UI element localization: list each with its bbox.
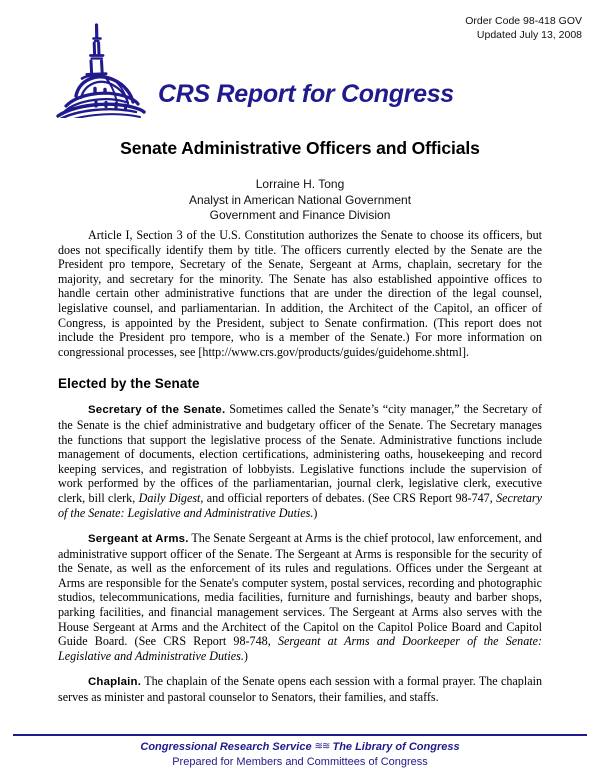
author-role: Analyst in American National Government	[188, 192, 412, 207]
entry-sergeant-at-arms	[58, 531, 542, 663]
footer-tagline: Prepared for Members and Committees of Congress	[172, 756, 428, 768]
byline	[0, 177, 600, 224]
order-code: Order Code 98-418 GOV	[465, 15, 582, 27]
entry-italic-2: Secretary of the Senate: Legislative and Administrative Duties.	[58, 490, 542, 520]
entry-body-2: )	[243, 648, 248, 663]
footer-library-name: The Library of Congress	[332, 741, 460, 753]
crs-wordmark: CRS Report for Congress	[158, 80, 454, 108]
document-header	[465, 14, 582, 42]
entry-chaplain	[58, 674, 542, 704]
entry-term: Chaplain.	[88, 676, 142, 689]
updated-date: Updated July 13, 2008	[476, 29, 582, 41]
entry-body-3: )	[313, 505, 318, 520]
entry-italic-1: Sergeant at Arms and Doorkeeper of the Senate: Legislative and Administrative Duties.	[58, 634, 542, 663]
entry-secretary-of-the-senate	[58, 402, 542, 520]
document-footer	[0, 739, 600, 770]
footer-agency-line	[0, 739, 600, 755]
footer-divider	[13, 734, 587, 736]
section-heading-elected-by-the-senate: Elected by the Senate	[58, 376, 200, 392]
entry-term: Secretary of the Senate.	[88, 404, 226, 417]
author-division: Government and Finance Division	[209, 208, 391, 222]
author-name: Lorraine H. Tong	[255, 177, 345, 191]
entry-body-2: , and official reporters of debates. (See CRS Report 98-747,	[200, 490, 497, 505]
entry-italic-1: Daily Digest	[138, 490, 201, 505]
entry-body-1: The Senate Sergeant at Arms is the chief protocol, law enforcement, and administrative support officer of the Senate. The Sergeant at Arms is responsible for the security of the Senate, as well as the enforcement of its rules and regulations. Offices under the Sergeant at Arms are responsible for the Senate's computer system, postal services, recording and photographic studios, telecommunications, media facilities, furniture and furnishings, beauty and barber shops, parking facilities, and financial management services. The Sergeant at Arms also serves with the House Sergeant at Arms and the Architect of the Capitol on the Capitol Police Board and Capitol Guide Board. (See CRS Report 98-748,	[58, 531, 542, 649]
crs-branding	[52, 22, 472, 122]
entry-term: Sergeant at Arms.	[88, 533, 189, 546]
footer-agency-name: Congressional Research Service	[140, 741, 312, 753]
wave-ornament-icon: ≋≋	[314, 741, 330, 752]
document-body	[58, 228, 542, 716]
entry-body-1: The chaplain of the Senate opens each session with a formal prayer. The chaplain serves as minister and pastoral counselor to Senators, their families, and staffs.	[58, 674, 542, 705]
page-title: Senate Administrative Officers and Officials	[120, 138, 480, 158]
entry-body-1: Sometimes called the Senate’s “city manager,” the Secretary of the Senate is the chief administrative and budgetary officer of the Senate. The Secretary manages the functions that support the legislative process of the Senate. Administrative functions include management of documents, election certifications, administering oaths, housekeeping and record keeping services, and registration of lobbyists. Legislative functions include the supervision of work performed by the offices of the parliamentarian, journal clerk, legislative clerk, executive clerk, bill clerk,	[58, 402, 542, 505]
intro-paragraph: Article I, Section 3 of the U.S. Constitution authorizes the Senate to choose its officers, but does not specifically identify them by title. The officers currently elected by the Senate are the President pro tempore, Secretary of the Senate, Sergeant at Arms, chaplain, secretary for the majority, and secretary for the minority. The Senate has also established appointive offices to handle certain other administrative functions that are under the direction of the legal counsel, legislative counsel, and parliamentarian. In addition, the Architect of the Capitol, an officer of Congress, is appointed by the President, subject to Senate confirmation. (This report does not include the President pro tempore, who is a member of the Senate.) For more information on congressional processes, see [http://www.crs.gov/products/guides/guidehome.shtml].	[58, 228, 542, 359]
capitol-dome-icon	[52, 22, 152, 118]
